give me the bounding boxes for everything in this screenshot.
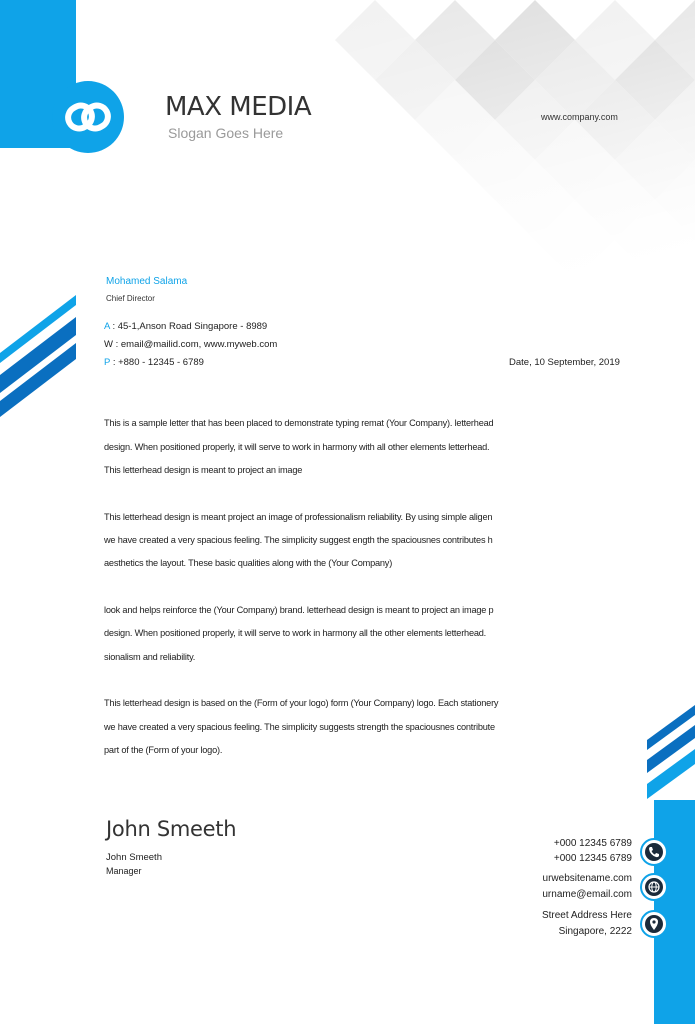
- body-line: This is a sample letter that has been placed to demonstrate typing remat (Your Company). letterhead: [104, 418, 494, 428]
- footer-email: urname@email.com: [542, 889, 632, 900]
- body-line: sionalism and reliability.: [104, 652, 196, 662]
- sender-web: [104, 339, 277, 350]
- body-line: we have created a very spacious feeling. The simplicity suggest ength the spaciousnes contributes h: [104, 535, 493, 545]
- left-stripes-decoration: [0, 283, 80, 433]
- web-text: : email@mailid.com, www.myweb.com: [115, 339, 278, 350]
- letter-date: Date, 10 September, 2019: [509, 357, 620, 368]
- body-line: This letterhead design is meant to project an image: [104, 465, 303, 475]
- footer-website: urwebsitename.com: [542, 873, 632, 884]
- sender-title: Chief Director: [106, 294, 155, 303]
- web-label: W: [104, 339, 113, 350]
- signature: John Smeeth: [106, 817, 237, 841]
- address-label: A: [104, 321, 110, 332]
- right-stripes-decoration: [647, 700, 695, 810]
- phone-icon: [640, 838, 668, 866]
- logo: [52, 81, 124, 153]
- body-line: aesthetics the layout. These basic qualities along with the (Your Company): [104, 558, 393, 568]
- location-pin-icon: [640, 910, 668, 938]
- phone-label: P: [104, 357, 111, 368]
- signer-name: John Smeeth: [106, 852, 162, 863]
- footer-street: Street Address Here: [541, 910, 632, 921]
- diamond-pattern: [215, 0, 695, 330]
- infinity-icon: [52, 81, 124, 153]
- sender-address: [104, 321, 267, 332]
- body-line: look and helps reinforce the (Your Company) brand. letterhead design is meant to project an image p: [104, 605, 494, 615]
- body-line: design. When positioned properly, it will serve to work in harmony all the other elements letterhead.: [104, 628, 487, 638]
- address-text: : 45-1,Anson Road Singapore - 8989: [112, 321, 268, 332]
- body-line: we have created a very spacious feeling. The simplicity suggests strength the spaciousnes contribute: [104, 722, 495, 732]
- body-line: This letterhead design is based on the (Form of your logo) form (Your Company) logo. Each stationery: [104, 698, 499, 708]
- sender-name: Mohamed Salama: [106, 276, 188, 287]
- globe-icon: [640, 873, 668, 901]
- footer-city: Singapore, 2222: [558, 926, 632, 937]
- body-line: part of the (Form of your logo).: [104, 745, 223, 755]
- company-name: MAX MEDIA: [165, 92, 312, 122]
- footer-phone-1: +000 12345 6789: [553, 838, 632, 849]
- footer-phone-2: +000 12345 6789: [553, 853, 632, 864]
- body-line: This letterhead design is meant project an image of professionalism reliability. By using simple aligen: [104, 512, 493, 522]
- header-website: www.company.com: [541, 112, 618, 122]
- phone-text: : +880 - 12345 - 6789: [112, 357, 204, 368]
- body-line: design. When positioned properly, it will serve to work in harmony with all other elements letterhead.: [104, 442, 490, 452]
- sender-phone: [104, 357, 204, 368]
- signer-role: Manager: [106, 866, 142, 876]
- company-slogan: Slogan Goes Here: [168, 125, 284, 141]
